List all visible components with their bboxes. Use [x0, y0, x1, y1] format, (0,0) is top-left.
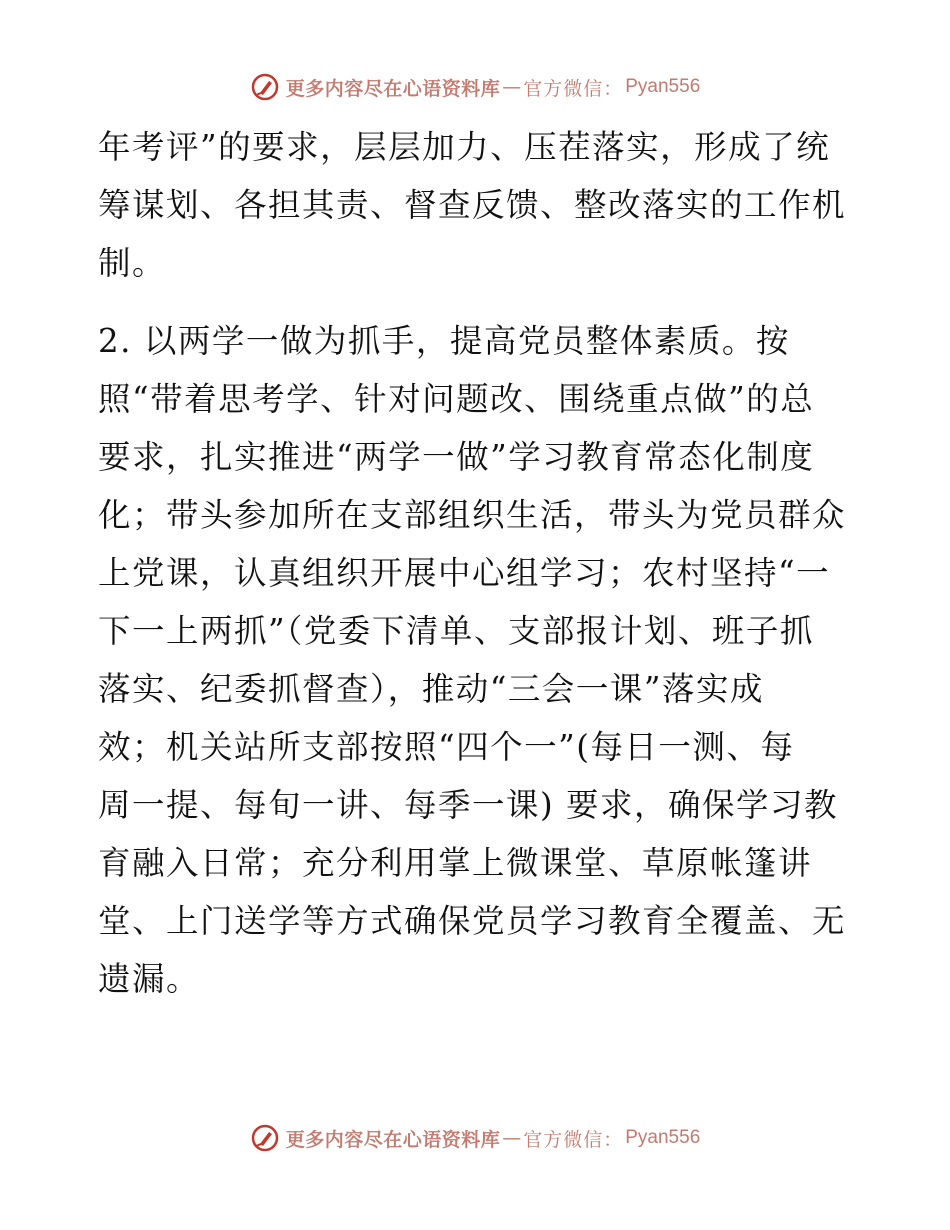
watermark-dash: — [502, 1127, 522, 1149]
text-line: 筹谋划、各担其责、督查反馈、整改落实的工作机 [98, 186, 847, 224]
watermark-official-label: 官方微信： [523, 1128, 624, 1151]
text-line: 周一提、每旬一讲、每季一课) 要求，确保学习教 [98, 786, 839, 824]
paragraph-2 [98, 312, 858, 1008]
header-watermark [0, 72, 950, 102]
watermark-wechat-id: Pyan556 [625, 1127, 701, 1148]
watermark-dash: — [502, 76, 522, 98]
text-line: 堂、上门送学等方式确保党员学习教育全覆盖、无 [98, 902, 847, 940]
text-line: 下一上两抓”（党委下清单、支部报计划、班子抓 [98, 612, 814, 650]
text-line: 2. 以两学一做为抓手，提高党员整体素质。按 [98, 322, 790, 360]
pen-logo-icon [250, 72, 280, 102]
paragraph-gap [98, 292, 858, 312]
watermark-text: 更多内容尽在心语资料库 [285, 77, 501, 100]
text-line: 效；机关站所支部按照“四个一”(每日一测、每 [98, 728, 795, 766]
text-line: 遗漏。 [98, 960, 201, 998]
text-line: 照“带着思考学、针对问题改、围绕重点做”的总 [98, 380, 815, 418]
paragraph-1 [98, 118, 858, 292]
text-line: 落实、纪委抓督查），推动“三会一课”落实成 [98, 670, 764, 708]
pen-logo-icon [250, 1123, 280, 1153]
text-line: 年考评”的要求，层层加力、压茬落实，形成了统 [98, 128, 831, 166]
watermark-official-label: 官方微信： [523, 77, 624, 100]
text-line: 育融入日常；充分利用掌上微课堂、草原帐篷讲 [98, 844, 813, 882]
text-line: 制。 [98, 244, 167, 282]
footer-watermark [0, 1123, 950, 1153]
text-line: 化；带头参加所在支部组织生活，带头为党员群众 [98, 496, 847, 534]
document-body [98, 118, 858, 1008]
watermark-wechat-id: Pyan556 [625, 76, 701, 97]
text-line: 上党课，认真组织开展中心组学习；农村坚持“一 [98, 554, 831, 592]
text-line: 要求，扎实推进“两学一做”学习教育常态化制度 [98, 438, 815, 476]
watermark-text: 更多内容尽在心语资料库 [285, 1128, 501, 1151]
